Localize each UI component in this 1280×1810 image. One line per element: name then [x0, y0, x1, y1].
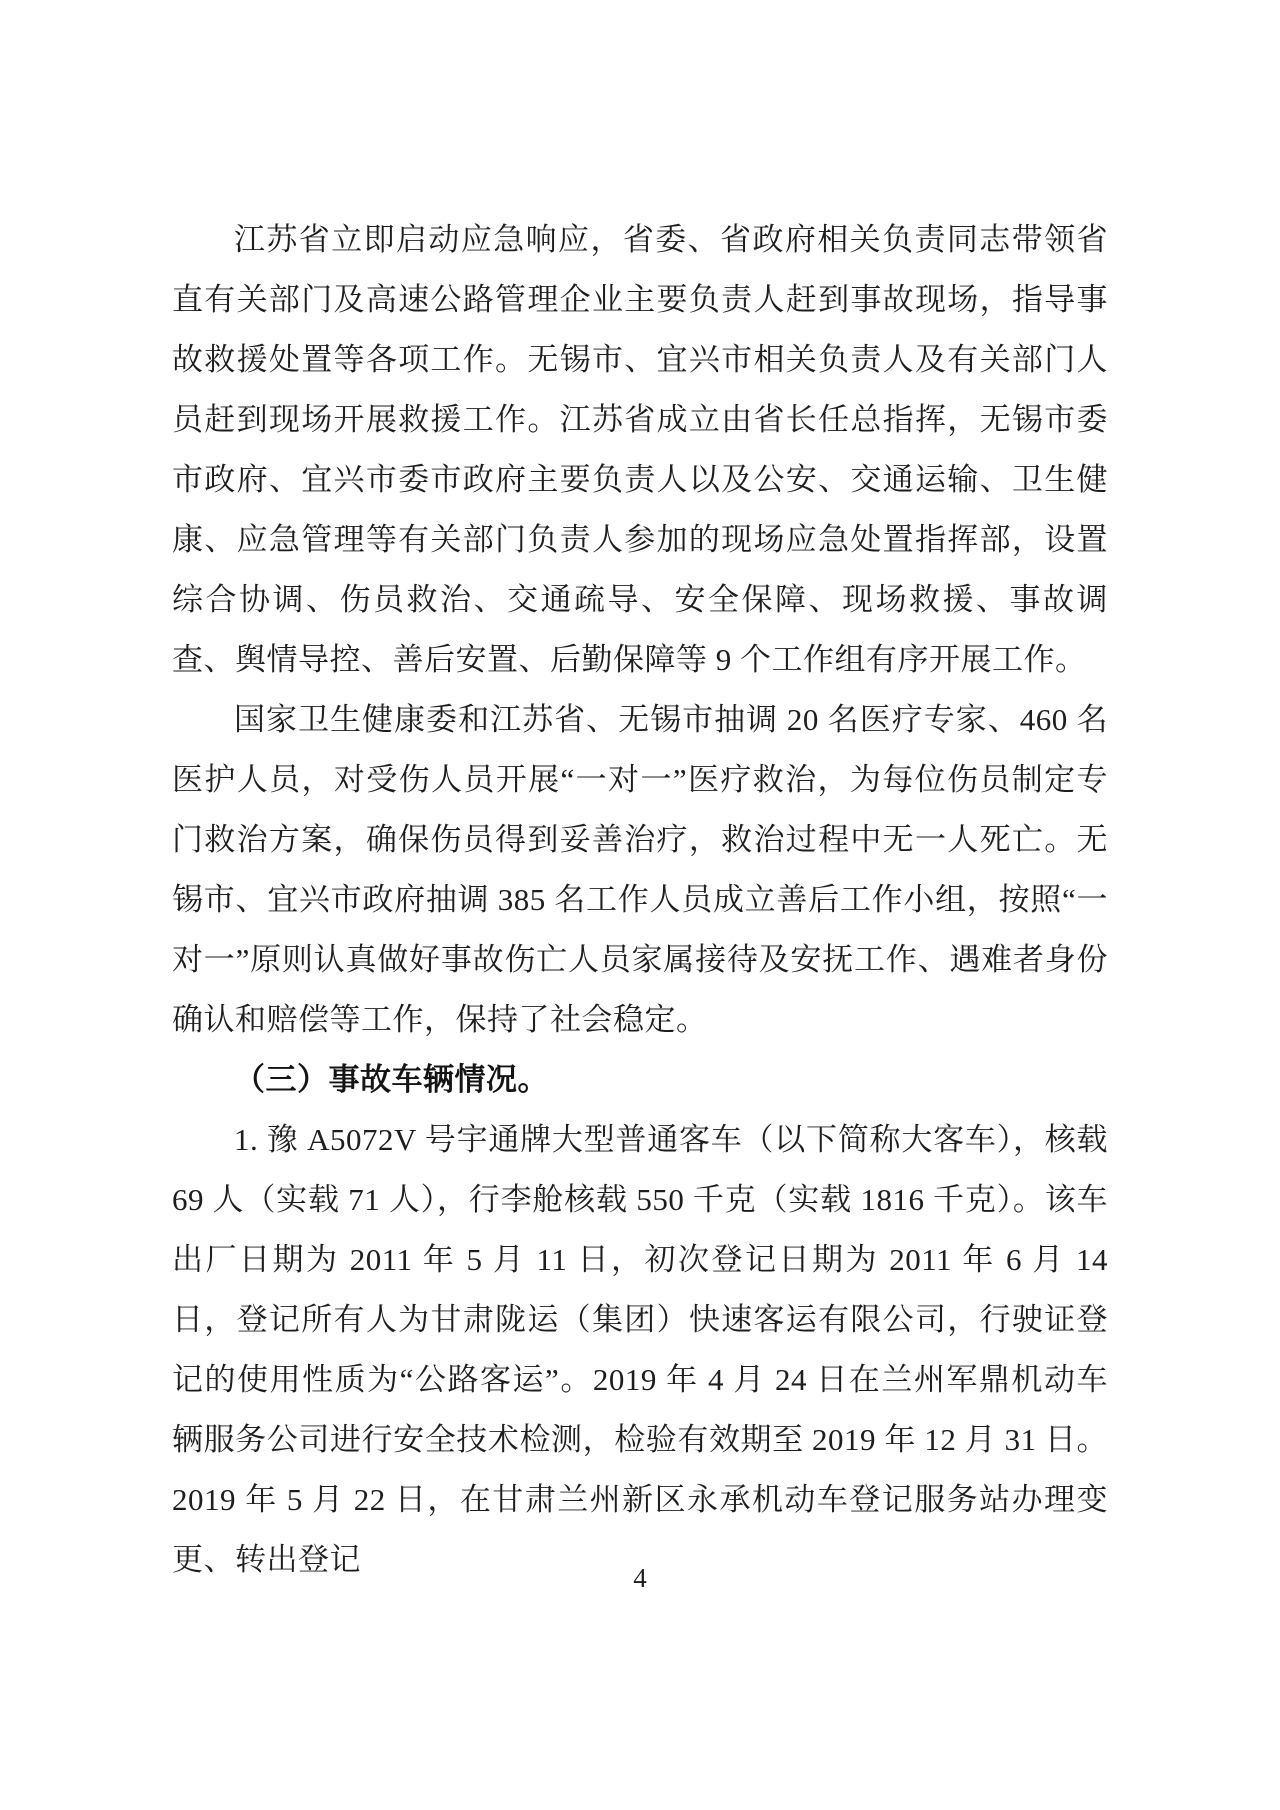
- document-body: [172, 210, 1108, 1590]
- section-heading-accident-vehicles: （三）事故车辆情况。: [234, 1062, 549, 1097]
- paragraph-medical-treatment: 国家卫生健康委和江苏省、无锡市抽调 20 名医疗专家、460 名医护人员，对受伤人员开展“一对一”医疗救治，为每位伤员制定专门救治方案，确保伤员得到妥善治疗，救治过程中无一人死亡。无锡市、宜兴市政府抽调 385 名工作人员成立善后工作小组，按照“一对一”原则认真做好事故伤亡人员家属接待及安抚工作、遇难者身份确认和赔偿等工作，保持了社会稳定。: [172, 702, 1108, 1037]
- page-number: 4: [633, 1563, 647, 1593]
- paragraph-bus-registration-details: 1. 豫 A5072V 号宇通牌大型普通客车（以下简称大客车），核载 69 人（实载 71 人），行李舱核载 550 千克（实载 1816 千克）。该车出厂日期为 2011 年 5 月 11 日，初次登记日期为 2011 年 6 月 14 日，登记所有人为甘肃陇运（集团）快速客运有限公司，行驶证登记的使用性质为“公路客运”。2019 年 4 月 24 日在兰州军鼎机动车辆服务公司进行安全技术检测，检验有效期至 2019 年 12 月 31 日。2019 年 5 月 22 日，在甘肃兰州新区永承机动车登记服务站办理变更、转出登记: [172, 1122, 1108, 1577]
- paragraph-emergency-response: 江苏省立即启动应急响应，省委、省政府相关负责同志带领省直有关部门及高速公路管理企业主要负责人赶到事故现场，指导事故救援处置等各项工作。无锡市、宜兴市相关负责人及有关部门人员赶到现场开展救援工作。江苏省成立由省长任总指挥，无锡市委市政府、宜兴市委市政府主要负责人以及公安、交通运输、卫生健康、应急管理等有关部门负责人参加的现场应急处置指挥部，设置综合协调、伤员救治、交通疏导、安全保障、现场救援、事故调查、舆情导控、善后安置、后勤保障等 9 个工作组有序开展工作。: [172, 222, 1108, 677]
